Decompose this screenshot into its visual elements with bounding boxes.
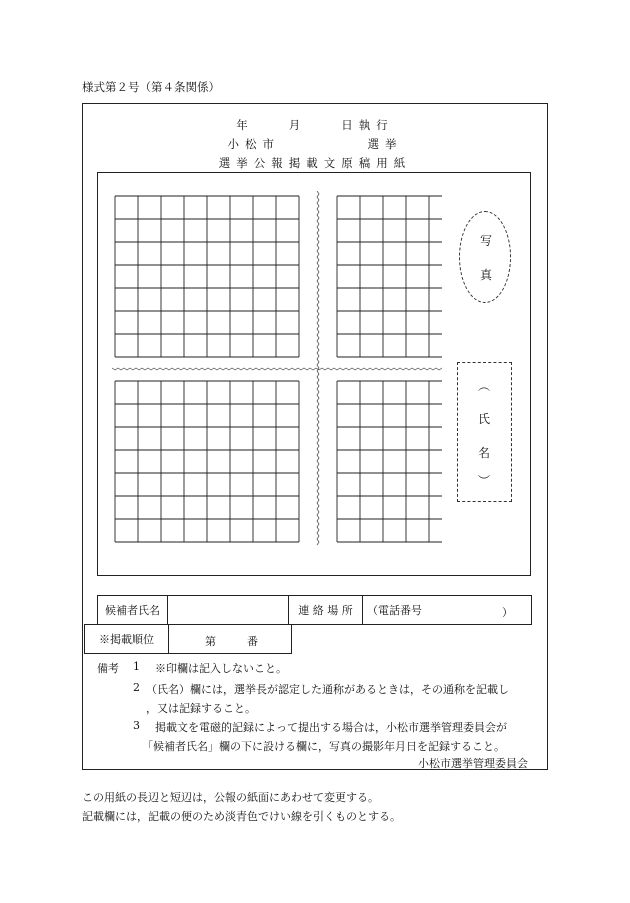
photo-label-1: 写 xyxy=(480,234,493,248)
election-date-line: 年 月 日執行 xyxy=(236,118,394,132)
candidate-info-table xyxy=(97,595,532,625)
remark-3-num: 3 xyxy=(133,719,140,732)
remark-2-text-2: ，又は記録すること。 xyxy=(146,702,256,715)
footer-note-2: 記載欄には，記載の便のため淡青色でけい線を引くものとする。 xyxy=(82,810,401,823)
remark-2-text-1: （氏名）欄には，選挙長が認定した通称があるときは，その通称を記載し xyxy=(146,683,509,696)
contact-label: 連 絡 場 所 xyxy=(289,596,363,625)
remark-3-text-1: 掲載文を電磁的記録によって提出する場合は，小松市選挙管理委員会が xyxy=(155,721,507,734)
name-label-2: 名 xyxy=(478,446,491,460)
manuscript-grid xyxy=(112,191,442,556)
issuer: 小松市選挙管理委員会 xyxy=(418,757,528,770)
name-label-1: 氏 xyxy=(478,412,491,426)
order-table xyxy=(84,624,292,654)
remark-2-num: 2 xyxy=(133,681,140,694)
remarks-label: 備考 xyxy=(97,662,119,675)
election-name-line: 小松市 選挙 xyxy=(227,137,403,151)
contact-field[interactable] xyxy=(363,596,532,625)
candidate-name-field[interactable] xyxy=(168,596,289,625)
remark-1-num: 1 xyxy=(133,660,140,673)
phone-label: （電話番号 xyxy=(367,604,422,617)
candidate-name-label: 候補者氏名 xyxy=(98,596,168,625)
form-title: 選挙公報掲載文原稿用紙 xyxy=(218,156,412,170)
order-prefix: 第 xyxy=(205,635,216,648)
photo-label-2: 真 xyxy=(480,268,493,282)
name-paren-close: ︶ xyxy=(478,474,491,488)
form-heading: 様式第２号（第４条関係） xyxy=(82,80,220,94)
name-paren-open: ︵ xyxy=(478,379,491,393)
vertical-wave-separator xyxy=(317,191,319,545)
photo-area xyxy=(459,211,511,303)
remark-3-text-2: 「候補者氏名」欄の下に設ける欄に，写真の撮影年月日を記録すること。 xyxy=(142,740,505,753)
footer-note-1: この用紙の長辺と短辺は，公報の紙面にあわせて変更する。 xyxy=(82,791,379,804)
order-label: ※掲載順位 xyxy=(85,625,169,654)
remark-1-text: ※印欄は記入しないこと。 xyxy=(155,662,287,675)
horizontal-wave-separator xyxy=(112,368,442,370)
order-suffix: 番 xyxy=(247,635,258,648)
order-field[interactable] xyxy=(169,625,292,654)
phone-close: ） xyxy=(502,606,513,619)
